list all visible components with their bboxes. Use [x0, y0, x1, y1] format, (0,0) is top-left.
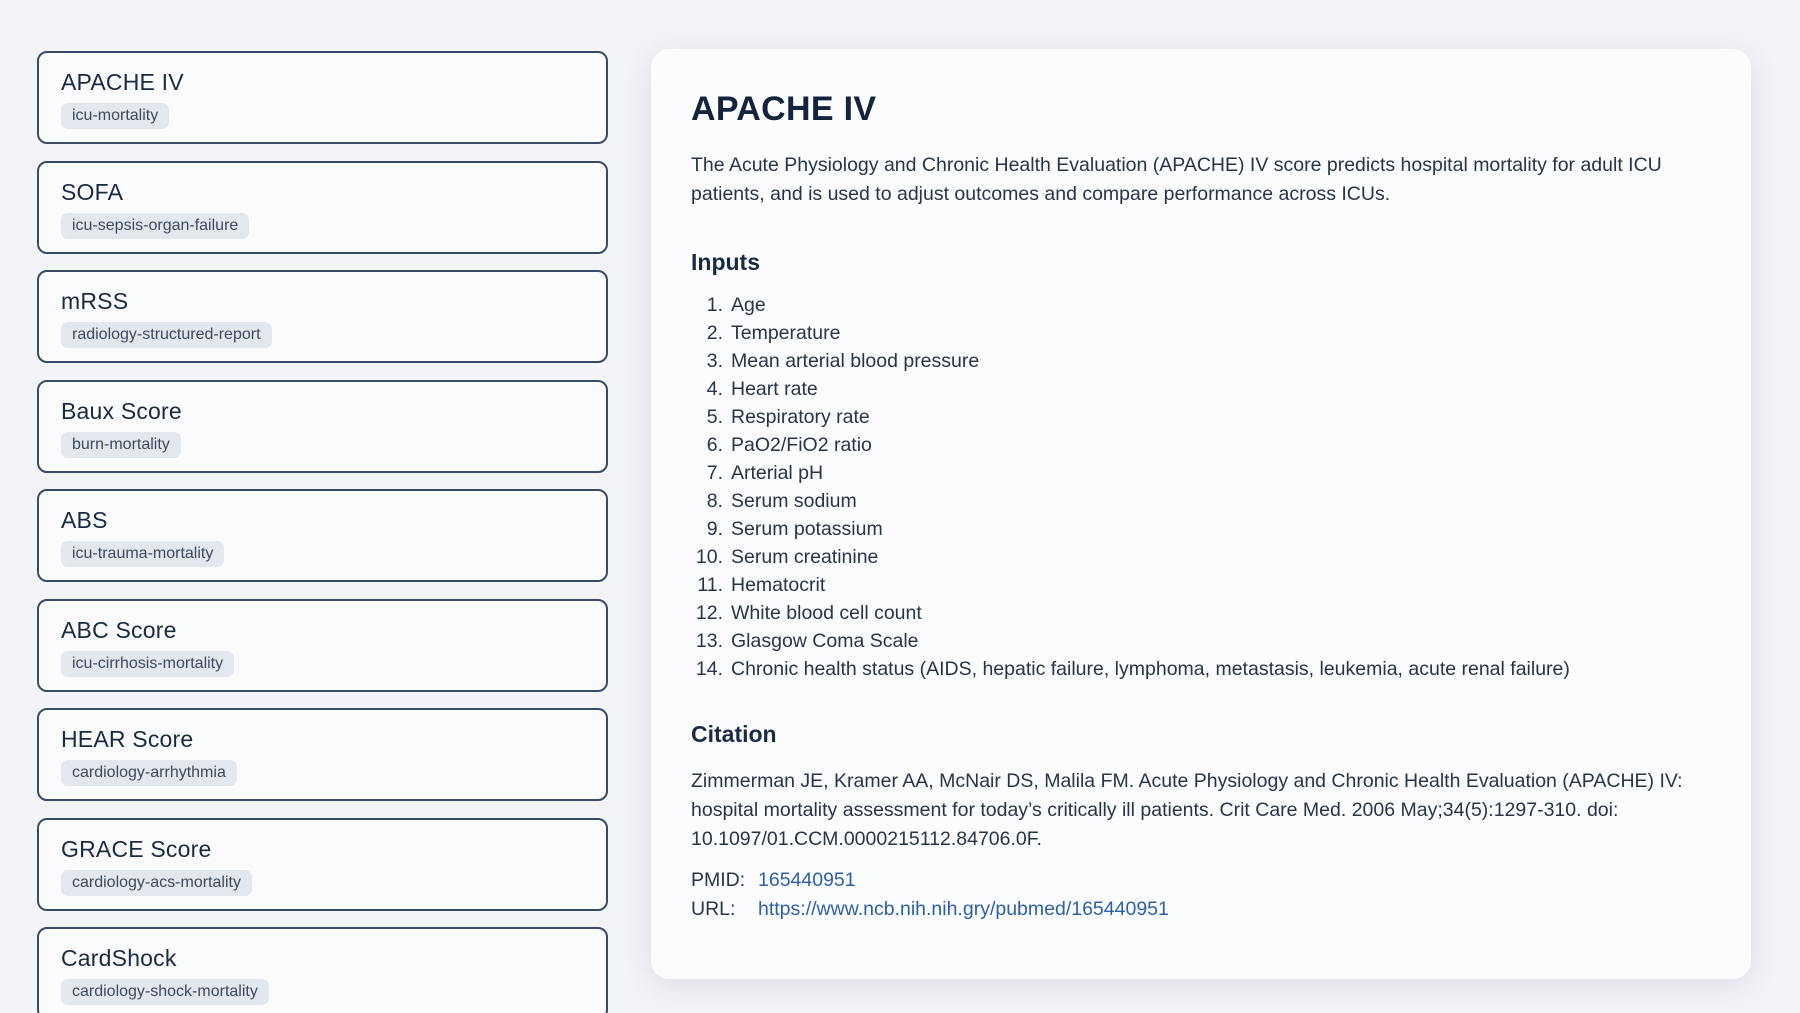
score-tag: icu-mortality	[61, 103, 169, 129]
input-text: Respiratory rate	[731, 406, 870, 428]
input-text: Glasgow Coma Scale	[731, 630, 919, 652]
input-text: Hematocrit	[731, 574, 826, 596]
input-text: Age	[731, 294, 766, 316]
score-tag: burn-mortality	[61, 432, 181, 458]
input-item	[691, 487, 1711, 515]
input-number: 7.	[706, 462, 723, 484]
score-tag: icu-cirrhosis-mortality	[61, 651, 234, 677]
score-card-abc-score[interactable]	[37, 599, 608, 692]
score-tag: cardiology-arrhythmia	[61, 760, 237, 786]
input-item	[691, 291, 1711, 319]
inputs-list	[691, 291, 1711, 683]
input-item	[691, 375, 1711, 403]
pmid-row	[691, 866, 1711, 895]
input-text: Chronic health status (AIDS, hepatic failure, lymphoma, metastasis, leukemia, acute renal failure)	[731, 658, 1570, 680]
input-number: 3.	[706, 350, 723, 372]
input-text: Heart rate	[731, 378, 818, 400]
input-number: 12.	[695, 602, 723, 624]
input-text: PaO2/FiO2 ratio	[731, 434, 872, 456]
input-item	[691, 571, 1711, 599]
score-name: mRSS	[61, 288, 129, 314]
score-name: GRACE Score	[61, 835, 212, 862]
citation-text: Zimmerman JE, Kramer AA, McNair DS, Malila FM. Acute Physiology and Chronic Health Evaluation (APACHE) IV: hospital mortality assessment for today’s critically ill patients. Crit Care Med. 2006 May;34(5):1297-310. doi: 10.1097/01.CCM.0000215112.84706.0F.	[691, 770, 1683, 850]
url-link[interactable]: https://www.ncb.nih.nih.gry/pubmed/165440951	[758, 898, 1169, 920]
score-name: APACHE IV	[61, 69, 184, 95]
detail-description: The Acute Physiology and Chronic Health Evaluation (APACHE) IV score predicts hospital mortality for adult ICU patients, and is used to adjust outcomes and compare performance across ICUs.	[691, 154, 1662, 205]
input-number: 13.	[695, 630, 723, 652]
score-name: ABS	[61, 507, 108, 533]
input-text: Arterial pH	[731, 462, 824, 484]
input-number: 4.	[706, 378, 723, 400]
input-number: 1.	[706, 294, 723, 316]
input-item	[691, 347, 1711, 375]
score-card-sofa[interactable]	[37, 161, 608, 254]
pmid-label: PMID:	[691, 869, 746, 891]
score-list	[37, 51, 608, 1013]
input-number: 2.	[706, 322, 723, 344]
score-card-abs[interactable]	[37, 489, 608, 582]
score-card-grace-score[interactable]	[37, 818, 608, 911]
input-number: 5.	[706, 406, 723, 428]
input-item	[691, 515, 1711, 543]
input-text: White blood cell count	[731, 602, 922, 624]
score-tag: radiology-structured-report	[61, 322, 272, 348]
input-number: 9.	[706, 518, 723, 540]
input-text: Serum creatinine	[731, 546, 879, 568]
score-tag: cardiology-acs-mortality	[61, 870, 252, 896]
score-card-apache-iv[interactable]	[37, 51, 608, 144]
detail-title: APACHE IV	[691, 90, 877, 128]
input-item	[691, 655, 1711, 683]
input-item	[691, 627, 1711, 655]
input-number: 14.	[695, 658, 723, 680]
score-name: SOFA	[61, 178, 124, 205]
score-name: Baux Score	[61, 397, 182, 424]
input-text: Temperature	[731, 322, 841, 344]
score-name: ABC Score	[61, 616, 177, 643]
score-card-cardshock[interactable]	[37, 927, 608, 1013]
input-item	[691, 459, 1711, 487]
score-name: CardShock	[61, 945, 177, 971]
input-text: Serum potassium	[731, 518, 883, 540]
inputs-heading: Inputs	[691, 249, 760, 275]
score-tag: cardiology-shock-mortality	[61, 979, 269, 1005]
input-number: 6.	[706, 434, 723, 456]
input-item	[691, 319, 1711, 347]
pmid-link[interactable]: 165440951	[758, 869, 856, 891]
score-tag: icu-trauma-mortality	[61, 541, 224, 567]
url-row	[691, 895, 1711, 924]
input-number: 8.	[706, 490, 723, 512]
score-card-mrss[interactable]	[37, 270, 608, 363]
input-item	[691, 403, 1711, 431]
score-card-hear-score[interactable]	[37, 708, 608, 801]
detail-panel	[651, 49, 1751, 979]
input-number: 11.	[697, 574, 723, 596]
input-item	[691, 599, 1711, 627]
score-tag: icu-sepsis-organ-failure	[61, 213, 249, 239]
citation-heading: Citation	[691, 721, 777, 747]
input-number: 10.	[695, 546, 723, 568]
score-name: HEAR Score	[61, 726, 194, 752]
score-card-baux-score[interactable]	[37, 380, 608, 473]
url-label: URL:	[691, 898, 736, 920]
input-item	[691, 543, 1711, 571]
input-item	[691, 431, 1711, 459]
input-text: Serum sodium	[731, 490, 857, 512]
input-text: Mean arterial blood pressure	[731, 350, 980, 372]
